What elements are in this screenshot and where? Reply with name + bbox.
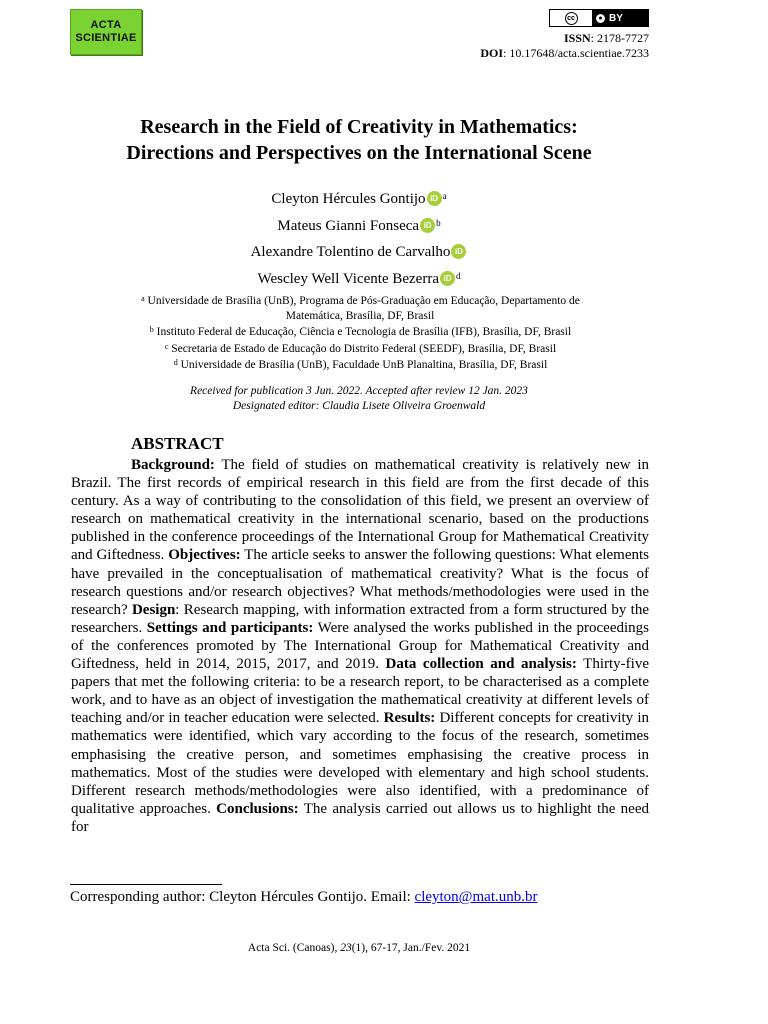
- orcid-icon[interactable]: iD: [420, 218, 435, 233]
- conclusions-text: The analysis carried out allows us to highlight the need for: [71, 800, 649, 835]
- doi: [480, 46, 649, 60]
- affiliations: [90, 292, 630, 373]
- affiliation-a-cont: Matemática, Brasília, DF, Brasil: [285, 309, 435, 322]
- affil-sup: c: [164, 341, 169, 351]
- doi-value: : 10.17648/acta.scientiae.7233: [503, 46, 649, 60]
- author-name: Mateus Gianni Fonseca: [277, 217, 420, 234]
- logo-line2: SCIENTIAE: [75, 32, 137, 44]
- data-collection-text: Thirty-five papers that met the following criteria: to be a research report, to be characterised as a complete work, and to have as an object of investigation the mathematical creativity at different levels of teaching and/or in teacher education were selected.: [71, 656, 649, 727]
- author-email-link[interactable]: cleyton@mat.unb.br: [414, 889, 538, 905]
- cc-badge-right: [592, 10, 648, 26]
- editor-line: Designated editor: Claudia Lisete Oliveira Groenwald: [232, 399, 486, 412]
- footer-journal: Acta Sci. (Canoas): [247, 942, 335, 954]
- journal-logo: [70, 9, 142, 55]
- affiliation-c: [90, 340, 630, 357]
- orcid-icon[interactable]: iD: [451, 244, 466, 259]
- footnote-text: Corresponding author: Cleyton Hércules Gontijo. Email:: [70, 889, 415, 905]
- affil-text: Universidade de Brasília (UnB), Faculdade UnB Planaltina, Brasília, DF, Brasil: [180, 359, 548, 371]
- settings-label: Settings and participants:: [146, 619, 314, 636]
- issn: [564, 31, 649, 45]
- settings-text: Were analysed the works published in the proceedings of the conferences promoted by The International Group for Mathematical Creativity and Giftedness, held in 2014, 2015, 2017, and 2019.: [71, 619, 649, 673]
- publication-info: [70, 384, 648, 413]
- author-3: [70, 238, 648, 265]
- affil-text: Universidade de Brasília (UnB), Programa de Pós-Graduação em Educação, Departamento de: [147, 295, 580, 307]
- abstract-heading: ABSTRACT: [131, 434, 224, 453]
- author-2: [70, 212, 648, 239]
- author-name: Wescley Well Vicente Bezerra: [257, 270, 439, 287]
- author-name: Alexandre Tolentino de Carvalho: [250, 244, 451, 260]
- attribution-icon: ●: [596, 14, 605, 23]
- author-list: [70, 185, 648, 291]
- page-footer: [70, 941, 648, 955]
- design-label: Design: [131, 601, 176, 618]
- background-label: Background:: [131, 457, 215, 473]
- received-line: Received for publication 3 Jun. 2022. Accepted after review 12 Jan. 2023: [190, 385, 528, 397]
- title-line1: Research in the Field of Creativity in Mathematics:: [140, 116, 578, 138]
- author-affil-sup: a: [442, 191, 447, 201]
- objectives-label: Objectives:: [168, 547, 241, 564]
- author-affil-sup: b: [436, 217, 441, 228]
- affiliation-a: [90, 292, 630, 309]
- data-collection-label: Data collection and analysis:: [385, 656, 577, 673]
- author-1: [70, 185, 648, 212]
- author-name: Cleyton Hércules Gontijo: [271, 191, 426, 207]
- background-text: The field of studies on mathematical creativity is relatively new in Brazil. The first records of empirical research in this field are from the first decade of this century. As a way of contributing to the consolidation of this field, we present an overview of research on mathematical creativity in the international scenario, based on the productions published in the conference proceedings of the International Group for Mathematical Creativity and Giftedness.: [71, 457, 649, 564]
- conclusions-label: Conclusions:: [216, 800, 299, 817]
- results-label: Results:: [383, 710, 436, 727]
- affil-text: Secretaria de Estado de Educação do Distrito Federal (SEEDF), Brasília, DF, Brasil: [171, 342, 557, 355]
- affil-sup: a: [141, 294, 145, 303]
- corresponding-author-note: [70, 888, 537, 906]
- abstract-body: [71, 456, 649, 836]
- issn-label: ISSN: [563, 31, 591, 45]
- cc-icon: cc: [565, 12, 578, 25]
- author-affil-sup: d: [455, 270, 461, 281]
- footer-issue-pages: (1), 67-17, Jan./Fev. 2021: [351, 942, 471, 954]
- footnote-rule: [70, 884, 222, 885]
- title-line2: Directions and Perspectives on the International Scene: [126, 142, 592, 164]
- author-4: [70, 265, 648, 292]
- affiliation-d: [90, 356, 630, 373]
- results-text: Different concepts for creativity in mathematics were identified, which vary according to the focus of the research, sometimes emphasising the creative person, and sometimes emphasising the creative process in mathematics. Most of the studies were developed with elementary and high school students. Different research methods/methodologies were also identified, with a predominance of qualitative approaches.: [71, 710, 649, 817]
- license-by-label: BY: [609, 12, 623, 24]
- cc-badge-left: [550, 10, 592, 26]
- orcid-icon[interactable]: iD: [440, 271, 455, 286]
- design-text: : Research mapping, with information extracted from a form structured by the researchers.: [71, 601, 649, 636]
- footer-volume: , 23: [334, 942, 352, 954]
- affil-sup: b: [149, 325, 154, 334]
- doi-label: DOI: [480, 46, 504, 60]
- affiliation-b: [90, 323, 630, 340]
- affil-text: Instituto Federal de Educação, Ciência e Tecnologia de Brasília (IFB), Brasília, DF, Brasil: [156, 326, 572, 338]
- paper-title: [70, 114, 648, 166]
- affil-sup: d: [173, 358, 178, 367]
- logo-line1: ACTA: [90, 19, 122, 31]
- issn-value: : 2178-7727: [590, 31, 649, 45]
- objectives-text: The article seeks to answer the following questions: What elements have prevailed in the conceptualisation of mathematical creativity? What is the focus of research questions and/or research objectives? What methods/methodologies were used in the research?: [71, 547, 649, 618]
- cc-license-badge[interactable]: [549, 9, 649, 27]
- orcid-icon[interactable]: iD: [427, 191, 442, 206]
